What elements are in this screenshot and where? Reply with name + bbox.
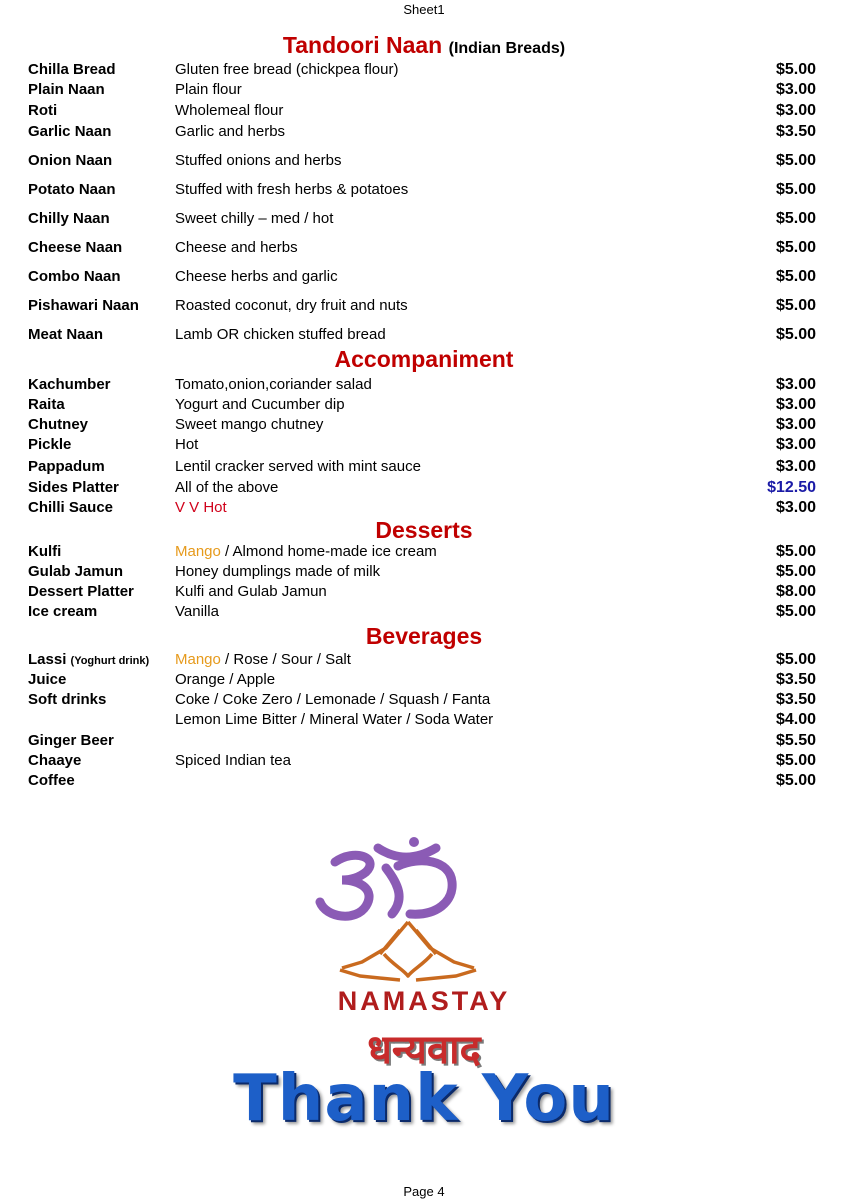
item-name: Ice cream [28,603,98,620]
item-price: $5.00 [775,543,816,560]
item-desc-accent: Mango [175,543,221,560]
item-desc: Yogurt and Cucumber dip [175,396,345,413]
item-name: Coffee [28,772,75,789]
menu-row [0,123,848,143]
item-name: Soft drinks [28,691,107,708]
item-desc: Wholemeal flour [175,102,284,119]
item-price: $4.00 [775,711,816,728]
item-price: $5.00 [775,181,816,198]
item-desc: Sweet chilly – med / hot [175,210,334,227]
item-price: $12.50 [767,479,816,496]
sheet-label: Sheet1 [403,2,445,17]
item-price: $3.00 [775,102,816,119]
item-price: $5.00 [775,268,816,285]
item-name: Chilli Sauce [28,499,114,516]
item-price: $3.00 [775,396,816,413]
item-name: Pishawari Naan [28,297,139,314]
menu-row [0,543,848,563]
item-price: $5.00 [775,297,816,314]
item-desc: Cheese and herbs [175,239,298,256]
item-price: $3.50 [775,671,816,688]
item-desc: Lentil cracker served with mint sauce [175,458,421,475]
item-desc-rest: / Rose / Sour / Salt [220,651,351,668]
item-price: $5.50 [775,732,816,749]
namastay-text: NAMASTAY [337,986,511,1016]
section-subtitle: (Indian Breads) [448,40,566,57]
item-price: $3.00 [775,376,816,393]
item-name: Kulfi [28,543,62,560]
item-price: $3.50 [775,123,816,140]
item-name: Chutney [28,416,88,433]
item-name-note: (Yoghurt drink) [70,655,150,667]
item-desc: Honey dumplings made of milk [175,563,381,580]
menu-row [0,711,848,731]
menu-row [0,563,848,583]
menu-row [0,297,848,317]
item-price: $3.00 [775,458,816,475]
item-price: $5.00 [775,603,816,620]
item-name: Kachumber [28,376,111,393]
menu-row [0,772,848,792]
menu-row [0,102,848,122]
menu-row [0,651,848,671]
item-desc: Coke / Coke Zero / Lemonade / Squash / Fanta [175,691,491,708]
menu-row [0,603,848,623]
menu-row [0,691,848,711]
item-name: Garlic Naan [28,123,112,140]
section-title: Beverages [365,623,483,649]
item-price: $5.00 [775,152,816,169]
item-price: $3.00 [775,416,816,433]
item-price: $5.00 [775,210,816,227]
item-name [28,651,149,668]
menu-row [0,458,848,478]
item-price: $5.00 [775,752,816,769]
item-name: Meat Naan [28,326,104,343]
item-price: $3.00 [775,81,816,98]
item-price: $5.00 [775,239,816,256]
item-desc: Cheese herbs and garlic [175,268,338,285]
item-desc-accent: Mango [175,651,221,668]
om-praying-hands-icon [0,830,848,990]
item-name: Roti [28,102,58,119]
item-desc: Orange / Apple [175,671,276,688]
item-name: Combo Naan [28,268,121,285]
menu-row [0,436,848,456]
item-name-main: Lassi [28,651,67,668]
item-name: Cheese Naan [28,239,123,256]
menu-row [0,61,848,81]
section-heading-beverages [0,623,848,650]
menu-row [0,376,848,396]
section-title: Tandoori Naan [282,32,443,58]
item-price: $8.00 [775,583,816,600]
item-desc [175,651,351,668]
item-desc: All of the above [175,479,279,496]
menu-row [0,671,848,691]
item-name: Pickle [28,436,72,453]
item-desc [175,543,437,560]
section-heading-desserts [0,517,848,544]
item-name: Pappadum [28,458,105,475]
item-desc: Sweet mango chutney [175,416,324,433]
item-desc: Tomato,onion,coriander salad [175,376,372,393]
item-desc: Roasted coconut, dry fruit and nuts [175,297,408,314]
page-label: Page 4 [403,1184,445,1199]
menu-row [0,752,848,772]
item-desc: Stuffed onions and herbs [175,152,342,169]
thank-you-text: Thank You [233,1062,615,1136]
menu-row [0,239,848,259]
item-price: $5.00 [775,651,816,668]
item-desc: Lemon Lime Bitter / Mineral Water / Soda Water [175,711,494,728]
menu-row [0,326,848,346]
item-desc: Gluten free bread (chickpea flour) [175,61,399,78]
item-desc: Stuffed with fresh herbs & potatoes [175,181,409,198]
item-desc: Garlic and herbs [175,123,286,140]
item-desc: Plain flour [175,81,242,98]
item-desc: Hot [175,436,199,453]
menu-row [0,479,848,499]
item-name: Raita [28,396,65,413]
section-title: Desserts [375,517,473,543]
item-desc: Lamb OR chicken stuffed bread [175,326,386,343]
item-name: Juice [28,671,67,688]
item-name: Gulab Jamun [28,563,124,580]
section-title: Accompaniment [334,346,514,372]
item-name: Sides Platter [28,479,119,496]
menu-row [0,210,848,230]
menu-row [0,732,848,752]
item-price: $5.00 [775,61,816,78]
menu-row [0,583,848,603]
menu-row [0,499,848,519]
menu-row [0,396,848,416]
item-price: $3.50 [775,691,816,708]
section-heading-tandoori [0,32,848,59]
item-desc: Spiced Indian tea [175,752,291,769]
item-desc-rest: / Almond home-made ice cream [220,543,437,560]
item-price: $3.00 [775,436,816,453]
item-name: Plain Naan [28,81,105,98]
item-desc: V V Hot [175,499,227,516]
menu-row [0,81,848,101]
item-name: Chilly Naan [28,210,110,227]
item-price: $5.00 [775,326,816,343]
item-price: $5.00 [775,563,816,580]
item-price: $5.00 [775,772,816,789]
item-name: Chilla Bread [28,61,116,78]
menu-row [0,268,848,288]
item-desc: Kulfi and Gulab Jamun [175,583,327,600]
menu-row [0,416,848,436]
item-name: Dessert Platter [28,583,134,600]
item-name: Onion Naan [28,152,113,169]
menu-row [0,152,848,172]
item-name: Ginger Beer [28,732,114,749]
item-price: $3.00 [775,499,816,516]
menu-row [0,181,848,201]
item-name: Potato Naan [28,181,116,198]
item-name: Chaaye [28,752,82,769]
hindi-thanks-text: धन्यवाद [367,1028,481,1072]
section-heading-accompaniment [0,346,848,373]
item-desc: Vanilla [175,603,219,620]
